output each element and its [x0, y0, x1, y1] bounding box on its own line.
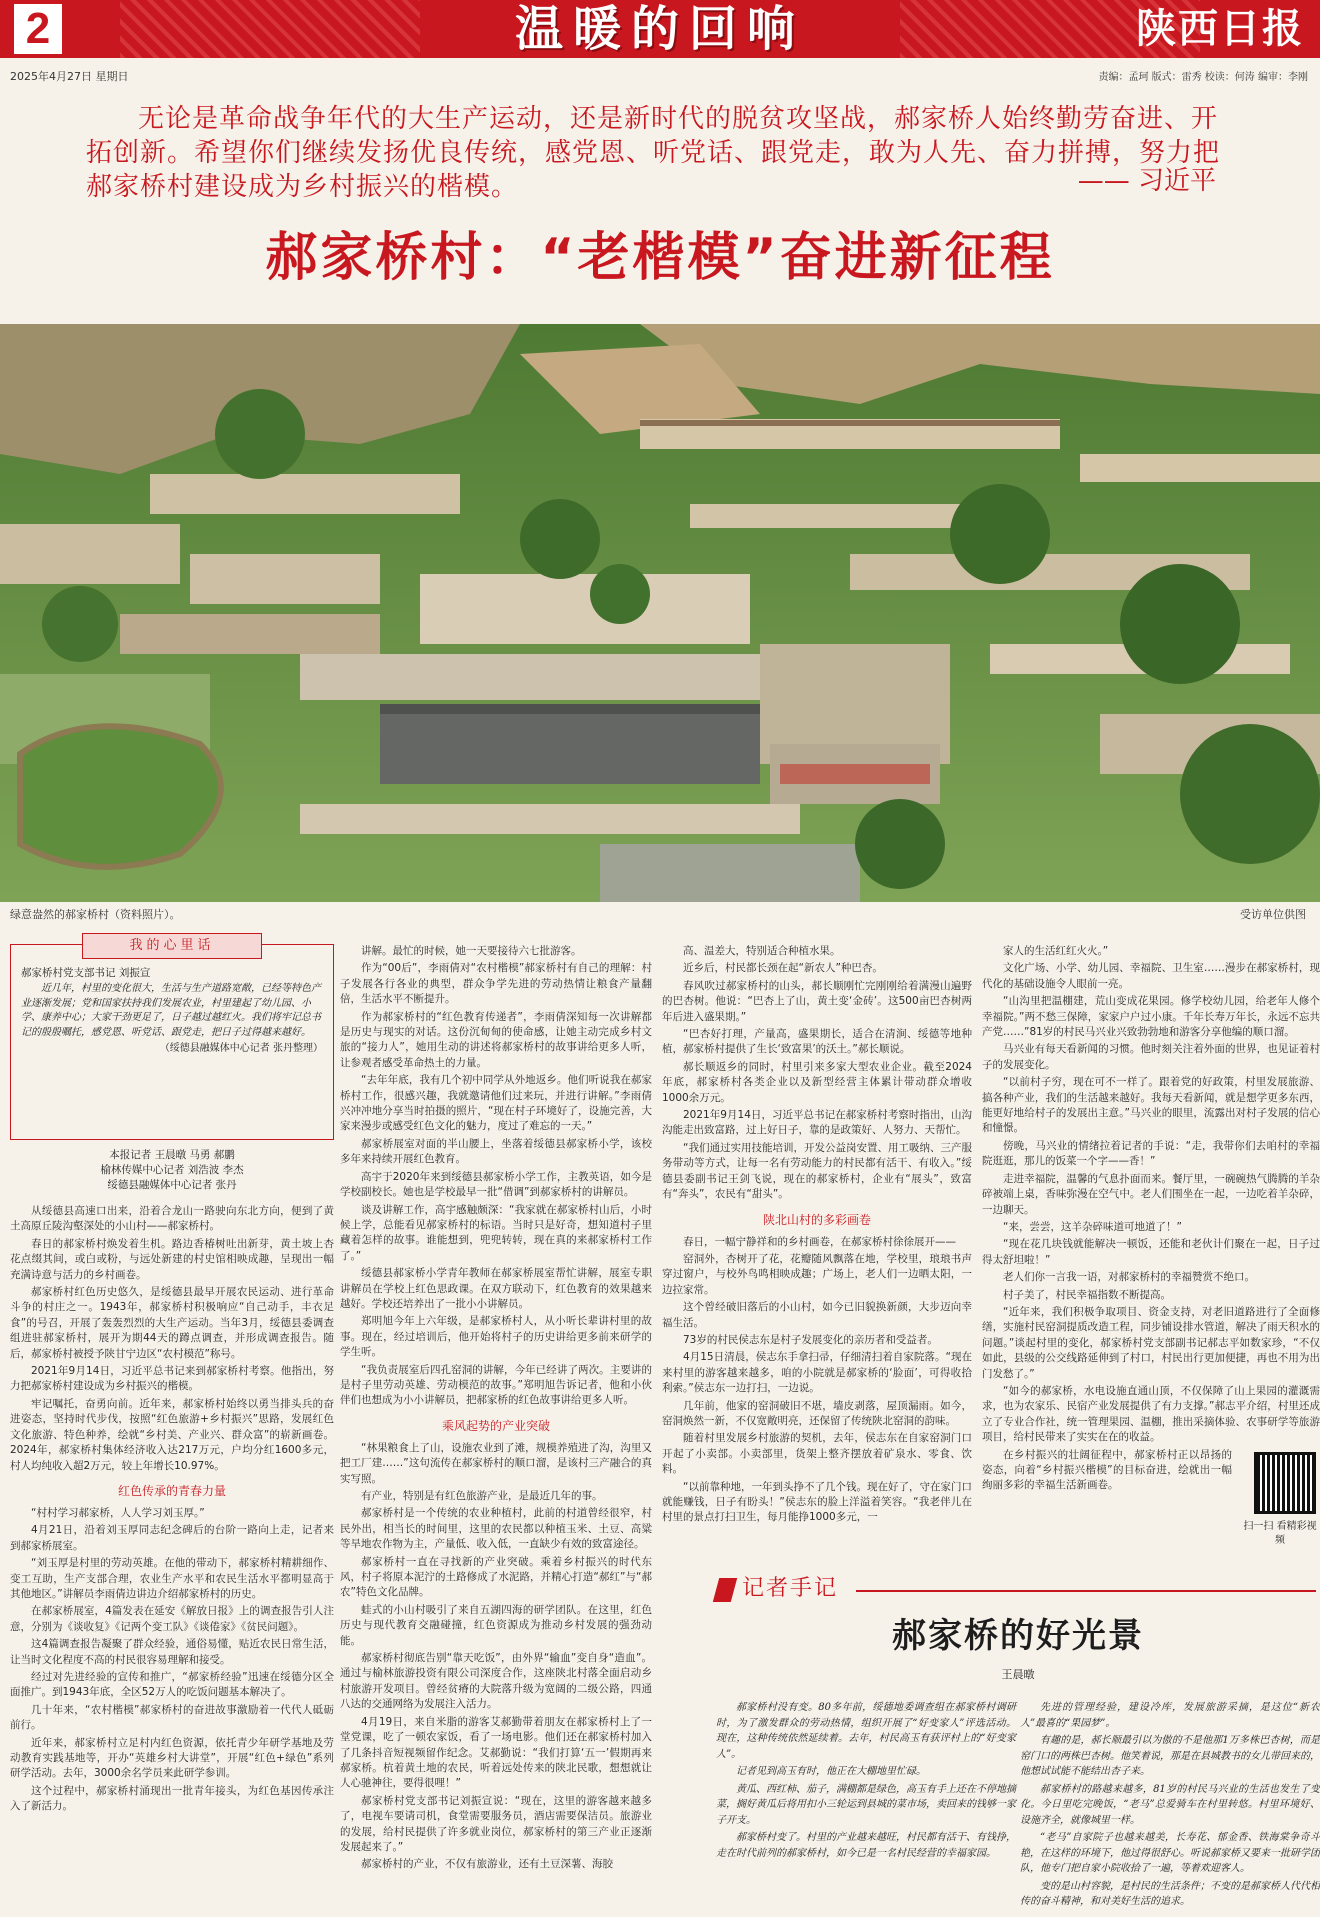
paragraph: 郝家桥村红色历史悠久，是绥德县最早开展农民运动、进行革命斗争的村庄之一。1943年，郝家桥村积极响应“自己动手，丰衣足食”的号召，开展了轰轰烈烈的大生产运动。当年3月，绥德县委调查组进驻郝家桥村，展开为期44天的蹲点调查，并形成调查报告。随后，郝家桥村被授予陕甘宁边区“农村模范”称号。 — [10, 1286, 334, 1360]
paragraph: 2021年9月14日，习近平总书记在郝家桥村考察时指出，山沟沟能走出致富路，过上好日子，靠的是政策好、人努力、天帮忙。 — [662, 1109, 972, 1137]
paragraph: 文化广场、小学、幼儿园、幸福院、卫生室……漫步在郝家桥村，现代化的基础设施令人眼前一亮。 — [982, 962, 1320, 990]
paragraph: 高、温差大，特别适合种植水果。 — [683, 945, 841, 957]
paragraph: 蛙式的小山村吸引了来自五湖四海的研学团队。在这里，红色历史与现代教育交融碰撞，红色资源成为推动乡村发展的强劲动能。 — [340, 1603, 652, 1647]
paragraph: 作为“00后”，李雨倩对“农村楷模”郝家桥村有自己的理解：村子发展各行各业的典型，群众争学先进的劳动热情让粮食产量翻倍，生活水平不断提升。 — [340, 962, 652, 1006]
paragraph: 村子美了，村民幸福指数不断提高。 — [1003, 1288, 1171, 1301]
section-heading: 乘风起势的产业突破 — [441, 1418, 550, 1433]
article-column-1 — [10, 1204, 334, 1817]
paragraph: 高宇于2020年来到绥德县郝家桥小学工作，主教英语，如今是学校副校长。她也是学校最早一批“借调”到郝家桥村的讲解员。 — [340, 1170, 652, 1199]
photo-credit: 受访单位供图 — [1240, 908, 1306, 921]
essay-author: 王晨暾 — [1001, 1668, 1035, 1681]
masthead — [0, 0, 1320, 58]
paragraph: 走进幸福院，温馨的气息扑面而来。餐厅里，一碗碗热气腾腾的羊杂碎被端上桌，香味弥漫在空气中。老人们围坐在一起，一边吃着羊杂碎，一边聊天。 — [982, 1172, 1320, 1216]
paragraph: 春日的郝家桥村焕发着生机。路边香椿树吐出新芽，黄土坡上杏花点缀其间，或白或粉，与远处新建的村史馆相映成趣，呈现出一幅充满诗意与活力的乡村画卷。 — [10, 1237, 334, 1281]
paragraph: 郝家桥村一直在寻找新的产业突破。乘着乡村振兴的时代东风，村子将原本泥泞的土路修成了水泥路，并精心打造“郝红”与“郝农”特色文化品牌。 — [340, 1555, 652, 1599]
paragraph: 郝家桥村的产业，不仅有旅游业，还有土豆深薯、海胶 — [361, 1858, 613, 1871]
page-number: 2 — [14, 4, 62, 54]
paragraph: 老人们你一言我一语，对郝家桥村的幸福赞赏不绝口。 — [1003, 1271, 1255, 1284]
qr-code[interactable] — [1254, 1452, 1316, 1514]
my-heart-words-box — [10, 938, 334, 1140]
paragraph: 马兴业有每天看新闻的习惯。他时刻关注着外面的世界，也见证着村子的发展变化。 — [982, 1043, 1320, 1071]
paragraph: 73岁的村民侯志东是村子发展变化的亲历者和受益者。 — [683, 1333, 938, 1346]
paragraph: 在乡村振兴的壮阔征程中，郝家桥村正以昂扬的姿态，向着“乡村振兴楷模”的目标奋进，绘就出一幅绚丽多彩的幸福生活新画卷。 — [982, 1448, 1232, 1492]
paragraph: 几十年来，“农村楷模”郝家桥村的奋进故事激励着一代代人砥砺前行。 — [10, 1703, 334, 1732]
paragraph: “来，尝尝，这羊杂碎味道可地道了！” — [1003, 1220, 1182, 1233]
essay-title: 郝家桥的好光景 — [892, 1616, 1144, 1656]
paragraph: 几年前，他家的窑洞破旧不堪，墙皮剥落，屋顶漏雨。如今，窑洞焕然一新，不仅宽敞明亮，还保留了传统陕北窑洞的韵味。 — [662, 1399, 972, 1427]
reporter-line: 绥德县融媒体中心记者 张丹 — [107, 1179, 237, 1191]
quote-author: —— 习近平 — [1077, 166, 1216, 196]
masthead-pattern-left — [120, 0, 420, 58]
photo-caption: 绿意盎然的郝家桥村（资料照片）。 — [10, 908, 181, 921]
paragraph: 绥德县郝家桥小学青年教师在郝家桥展室帮忙讲解，展室专职讲解员在学校上红色思政课。在双方联动下，红色教育的效果越来越好。学校还培养出了一批小小讲解员。 — [340, 1267, 652, 1310]
paragraph: 郝家桥展室对面的半山腰上，坐落着绥德县郝家桥小学，该校多年来持续开展红色教育。 — [340, 1137, 652, 1166]
paragraph: 傍晚，马兴业的情绪拉着记者的手说：“走，我带你们去咱村的幸福院逛逛，那儿的饭菜一个字——香！” — [982, 1139, 1320, 1168]
paragraph: 先进的管理经验，建设冷库，发展旅游采摘，是这位“新农人”最喜的“果园梦”。 — [1020, 1702, 1320, 1729]
village-aerial-photo — [0, 324, 1320, 902]
paragraph: 郑明旭今年上六年级，是郝家桥村人，从小听长辈讲村里的故事。现在，经过培训后，他开始将村子的历史讲给更多前来研学的学生听。 — [340, 1315, 652, 1359]
paragraph: “近年来，我们积极争取项目、资金支持，对老旧道路进行了全面修缮，实施村民窑洞提质改造工程，同步铺设排水管道，解决了雨天积水的问题。”谈起村里的变化，郝家桥村党支部副书记郝志平如数家珍，“不仅如此，县级的公交线路延伸到了村口，村民出行更加便捷，再也不用为出门发愁了。” — [982, 1305, 1320, 1380]
paragraph: “老马”自家院子也越来越美，长寿花、郁金香、铁海棠争奇斗艳，在这样的环境下，他过得很舒心。听说郝家桥又要来一批研学团队，他专门把自家小院收拾了一遍，等着欢迎客人。 — [1020, 1832, 1320, 1874]
qr-caption: 扫一扫 看精彩视频 — [1243, 1521, 1317, 1546]
paragraph: 在郝家桥展室，4篇发表在延安《解放日报》上的调查报告引人注意，分别为《谈收复》《记两个变工队》《谈倦家》《贫民问题》。 — [10, 1605, 334, 1633]
reporter-line: 本报记者 王晨暾 马勇 郝鹏 — [109, 1149, 235, 1161]
paragraph: “我们通过实用技能培训，开发公益岗安置、用工吸纳、三产服务带动等方式，让每一名有劳动能力的村民都有活干、有收入。”绥德县委副书记王剑飞说，现在的郝家桥村，企业有“展头”，致富有“奔头”，农民有“甜头”。 — [662, 1141, 972, 1201]
heart-box-signature: （绥德县融媒体中心记者 张丹整理） — [159, 1043, 323, 1054]
paragraph: “刘玉厚是村里的劳动英雄。在他的带动下，郝家桥村精耕细作、变工互助，生产支部合理，农业生产水平和农民生活水平都明显高于其他地区。”讲解员李雨倩边讲边介绍郝家桥村的历史。 — [10, 1557, 334, 1600]
paragraph: 春风吹过郝家桥村的山头，郝长顺刚忙完刚刚给着满漫山遍野的巴杏树。他说：“巴杏上了山，黄土变‘金砖’。这500亩巴杏树两年后进入盛果期。” — [662, 979, 972, 1023]
article-column-3 — [662, 944, 972, 1528]
paragraph: 2021年9月14日，习近平总书记来到郝家桥村考察。他指出，努力把郝家桥村建设成为乡村振兴的楷模。 — [10, 1365, 334, 1393]
paragraph: 郝家桥村变了。村里的产业越来越旺，村民都有活干、有钱挣，走在时代前列的郝家桥村，如今已是一名村民经营的幸福家园。 — [716, 1832, 1016, 1859]
paragraph: 郝家桥村没有变。80多年前，绥德地委调查组在郝家桥村调研时，为了激发群众的劳动热情，组织开展了“好变家人”评选活动。现在，这种传统依然延续着。去年，村民高玉有获评村上的“好变家人”。 — [716, 1702, 1016, 1760]
paragraph: “我负责展室后四孔窑洞的讲解，今年已经讲了两次。主要讲的是村子里劳动英雄、劳动模范的故事。”郑明旭告诉记者，他和小伙伴们也想成为小小讲解员，把郝家桥的红色故事讲给更多人听。 — [340, 1363, 652, 1407]
article-column-2 — [340, 944, 652, 1875]
paragraph: “如今的郝家桥，水电设施直通山顶，不仅保障了山上果园的灌溉需求，也为农家乐、民宿产业发展提供了有力支撑。”郝志平介绍，村里还成立了专业合作社，统一管理果园、温棚，推出采摘体验、农事研学等旅游项目，给村民带来了实实在在的收益。 — [982, 1384, 1320, 1444]
paragraph: 郝家桥村彻底告别“靠天吃饭”，由外界“输血”变自身“造血”。通过与榆林旅游投资有限公司深度合作，这座陕北村落全面启动乡村旅游开发项目。曾经贫瘠的大院落升级为宽阔的二级公路，四通八达的交通网络为发展注入活力。 — [340, 1652, 652, 1711]
paragraph: “林果粮食上了山，设施农业到了滩，规模养殖进了沟，沟里又把工厂建……”这句流传在郝家桥村的顺口溜，是该村三产融合的真实写照。 — [340, 1441, 652, 1485]
paragraph: 记者见到高玉有时，他正在大棚地里忙碌。 — [736, 1766, 926, 1777]
paragraph: 这个曾经破旧落后的小山村，如今已旧貌换新颜，大步迈向幸福生活。 — [662, 1301, 972, 1329]
paragraph: “村村学习郝家桥，人人学习刘玉厚。” — [31, 1506, 205, 1519]
essay-column-1 — [716, 1700, 1016, 1863]
paragraph: “以前靠种地，一年到头挣不了几个钱。现在好了，守在家门口就能赚钱，日子有盼头！”侯志东的脸上洋溢着笑容。“我老伴儿在村里的景点打扫卫生，每月能挣1000多元，一 — [662, 1480, 972, 1524]
paragraph: “巴杏好打理，产量高，盛果期长，适合在清涧、绥德等地种植，郝家桥村提供了生长‘致富果’的沃土。”郝长顺说。 — [662, 1028, 972, 1056]
paragraph: 近年来，郝家桥村立足村内红色资源，依托青少年研学基地及劳动教育实践基地等，开办“英雄乡村大讲堂”，开展“红色+绿色”系列研学活动。去年，3000余名学员来此研学参训。 — [10, 1736, 334, 1780]
paragraph: 这个过程中，郝家桥村涌现出一批青年接头，为红色基因传承注入了新活力。 — [10, 1784, 334, 1813]
headline: 郝家桥村：“老楷模”奋进新征程 — [265, 228, 1055, 288]
heart-box-text: 近几年，村里的变化很大，生活与生产道路宽敞，已经等特色产业逐渐发展；党和国家扶持我们发展农业，村里建起了幼儿园、小学、康养中心；大家干劲更足了，日子越过越红火。我们将牢记总书记的殷殷嘱托，感党恩、听党话、跟党走，把日子过得越来越好。 — [21, 983, 321, 1038]
heart-box-title: 我的心里话 — [82, 933, 262, 959]
paragraph: 4月15日清晨，侯志东手拿扫帚，仔细清扫着自家院落。“现在来村里的游客越来越多，咱的小院就是郝家桥的‘脸面’，可得收拾利索。”侯志东一边打扫，一边说。 — [662, 1351, 972, 1395]
paragraph: “以前村子穷，现在可不一样了。跟着党的好政策，村里发展旅游、搞各种产业，我们的生活越来越好。我每天看新闻，就是想学更多东西，能更好地给村子的发展出主意。”马兴业的眼里，流露出对村子发展的信心和憧憬。 — [982, 1076, 1320, 1135]
column-title: 温暖的回响 — [514, 1, 805, 57]
lead-quote: 无论是革命战争年代的大生产运动，还是新时代的脱贫攻坚战，郝家桥人始终勤劳奋进、开拓创新。希望你们继续发扬优良传统，感党恩、听党话、跟党走，敢为人先、奋力拼搏，努力把郝家桥村建设成为乡村振兴的楷模。 — [86, 104, 1221, 202]
reporter-notes-label — [716, 1572, 976, 1606]
editor-credits: 责编：孟珂 版式：雷秀 校读：何涛 编审：李刚 — [1098, 72, 1308, 83]
paragraph: 郝长顺返乡的同时，村里引来多家大型农业企业。截至2024年底，郝家桥村各类企业以及新型经营主体累计带动群众增收1000余万元。 — [662, 1060, 972, 1104]
newspaper-logo: 陕西日报 — [1136, 5, 1304, 52]
paragraph: “现在花几块钱就能解决一顿饭，还能和老伙计们聚在一起，日子过得太舒坦啦！” — [982, 1238, 1320, 1266]
reporter-byline — [10, 1148, 334, 1193]
heart-box-speaker: 郝家桥村党支部书记 刘振宣 — [21, 967, 151, 979]
essay-column-2 — [1020, 1700, 1320, 1912]
paragraph: 这4篇调查报告凝聚了群众经验，通俗易懂，贴近农民日常生活，让当时文化程度不高的村民很容易理解和接受。 — [10, 1638, 334, 1666]
label-rule — [856, 1590, 1316, 1592]
paragraph: 谈及讲解工作，高宇感触颇深：“我家就在郝家桥村山后，小时候上学，总能看见郝家桥村的标语。当时只是好奇，想知道村子里藏着怎样的故事。谁能想到，兜兜转转，现在真的来郝家桥村工作了。” — [340, 1203, 652, 1262]
paragraph: “去年年底，我有几个初中同学从外地返乡。他们听说我在郝家桥村工作，很感兴趣，我就邀请他们过来玩，并进行讲解。”李雨倩兴冲冲地分享当时拍摄的照片，“现在村子环境好了，设施完善，大家来漫步或感受红色文化的魅力，度过了难忘的一天。” — [340, 1074, 652, 1133]
paragraph: “山沟里把温棚建，荒山变成花果园。修学校幼儿园，给老年人修个幸福院。”两不愁三保障，家家户户过小康。千年长寿万年长，永远不忘共产党……”81岁的村民马兴业兴致勃勃地和游客分享他编的顺口溜。 — [982, 995, 1320, 1039]
paragraph: 从绥德县高速口出来，沿着合龙山一路驶向东北方向，便到了黄土高原丘陵沟壑深处的小山村——郝家桥村。 — [10, 1205, 334, 1233]
section-heading: 红色传承的青春力量 — [117, 1483, 226, 1498]
paragraph: 郝家桥村的路越来越多，81岁的村民马兴业的生活也发生了变化。今日里吃完晚饭，“老马”总爱骑车在村里转悠。村里环境好、设施齐全，就像城里一样。 — [1020, 1783, 1320, 1826]
article-column-4 — [982, 944, 1320, 1496]
paragraph: 窑洞外，杏树开了花，花瓣随风飘落在地，学校里，琅琅书声穿过窗户，与校外鸟鸣相映成趣；广场上，老人们一边晒太阳，一边拉家常。 — [662, 1252, 972, 1296]
paragraph: 变的是山村容貌，是村民的生活条件；不变的是郝家桥人代代相传的奋斗精神，和对美好生活的追求。 — [1020, 1880, 1320, 1907]
section-heading: 陕北山村的多彩画卷 — [762, 1212, 871, 1227]
label-accent-bar — [713, 1578, 737, 1602]
reporter-line: 榆林传媒中心记者 刘浩波 李杰 — [100, 1164, 244, 1176]
paragraph: 近乡后，村民都长颈在起“新农人”种巴杏。 — [683, 962, 883, 975]
paragraph: 春日，一幅宁静祥和的乡村画卷，在郝家桥村徐徐展开—— — [683, 1235, 956, 1248]
paragraph: 家人的生活红红火火。” — [1003, 945, 1109, 957]
paragraph: 4月19日，来自米脂的游客艾郝勤带着朋友在郝家桥村上了一堂党课，吃了一顿农家饭，看了一场电影。他们还在郝家桥村加入了几条抖音短视频留作纪念。艾郝勤说：“我们打算‘五一’假期再来郝家桥。杭着黄土地的农民，听着远处传来的陕北民歌，想想就让人心驰神往，要得很哩！” — [340, 1715, 652, 1790]
paragraph: 4月21日，沿着刘玉厚同志纪念碑后的台阶一路向上走，记者来到郝家桥展室。 — [10, 1524, 334, 1552]
paragraph: 有产业，特别是有红色旅游产业，是最近几年的事。 — [361, 1490, 603, 1502]
paragraph: 郝家桥村是一个传统的农业种植村，此前的村道曾经很窄，村民外出，相当长的时间里，这里的农民都以种植玉米、土豆、高粱等旱地农作物为主，产量低、收入低，一直缺少有效的致富途径。 — [340, 1507, 652, 1551]
paragraph: 牢记嘱托，奋勇向前。近年来，郝家桥村始终以勇当排头兵的奋进姿态，坚持时代步伐，按照“红色旅游+乡村振兴”思路，发展红色文化旅游、特色种养，绘就“乡村美、产业兴、群众富”的崭新画卷。2024年，郝家桥村集体经济收入达217万元，户均分红1600多元，村人均纯收入超2万元，较上年增长10.97%。 — [10, 1397, 334, 1472]
paragraph: 郝家桥村党支部书记刘振宣说：“现在，这里的游客越来越多了，电视车要请司机，食堂需要服务员，酒店需要保洁员。旅游业的发展，给村民提供了许多就业岗位，郝家桥村的第三产业正逐渐发展起来了。” — [340, 1794, 652, 1853]
paragraph: 作为郝家桥村的“红色教育传递者”，李雨倩深知每一次讲解都是历史与现实的对话。这份沉甸甸的使命感，让她主动完成乡村文旅的“接力人”，她用生动的讲述将郝家桥村的故事讲给更多人听，让参观者感受革命热土的力量。 — [340, 1010, 652, 1069]
paragraph: 随着村里发展乡村旅游的契机，去年，侯志东在自家窑洞门口开起了小卖部。小卖部里，货架上整齐摆放着矿泉水、零食、饮料。 — [662, 1432, 972, 1476]
paragraph: 经过对先进经验的宣传和推广，“郝家桥经验”迅速在绥德分区全面推广。到1943年底，全区52万人的吃饭问题基本解决了。 — [10, 1670, 334, 1699]
reporter-notes-label-text: 记者手记 — [742, 1576, 839, 1601]
paragraph: 黄瓜、西红柿、茄子，满棚都是绿色，高玉有手上还在不停地摘菜，搁好黄瓜后将用扣小三轮运到县城的菜市场，卖回来的钱够一家子开支。 — [716, 1783, 1016, 1826]
paragraph: 讲解。最忙的时候，她一天要接待六七批游客。 — [361, 945, 582, 957]
paragraph: 有趣的是，郝长顺最引以为傲的不是他那1万多株巴杏树，而是窑门口的两株巴杏树。他笑着说，那是在县城教书的女儿带回来的，他想试试能不能结出杏子来。 — [1020, 1735, 1320, 1777]
dateline: 2025年4月27日 星期日 — [10, 70, 129, 83]
